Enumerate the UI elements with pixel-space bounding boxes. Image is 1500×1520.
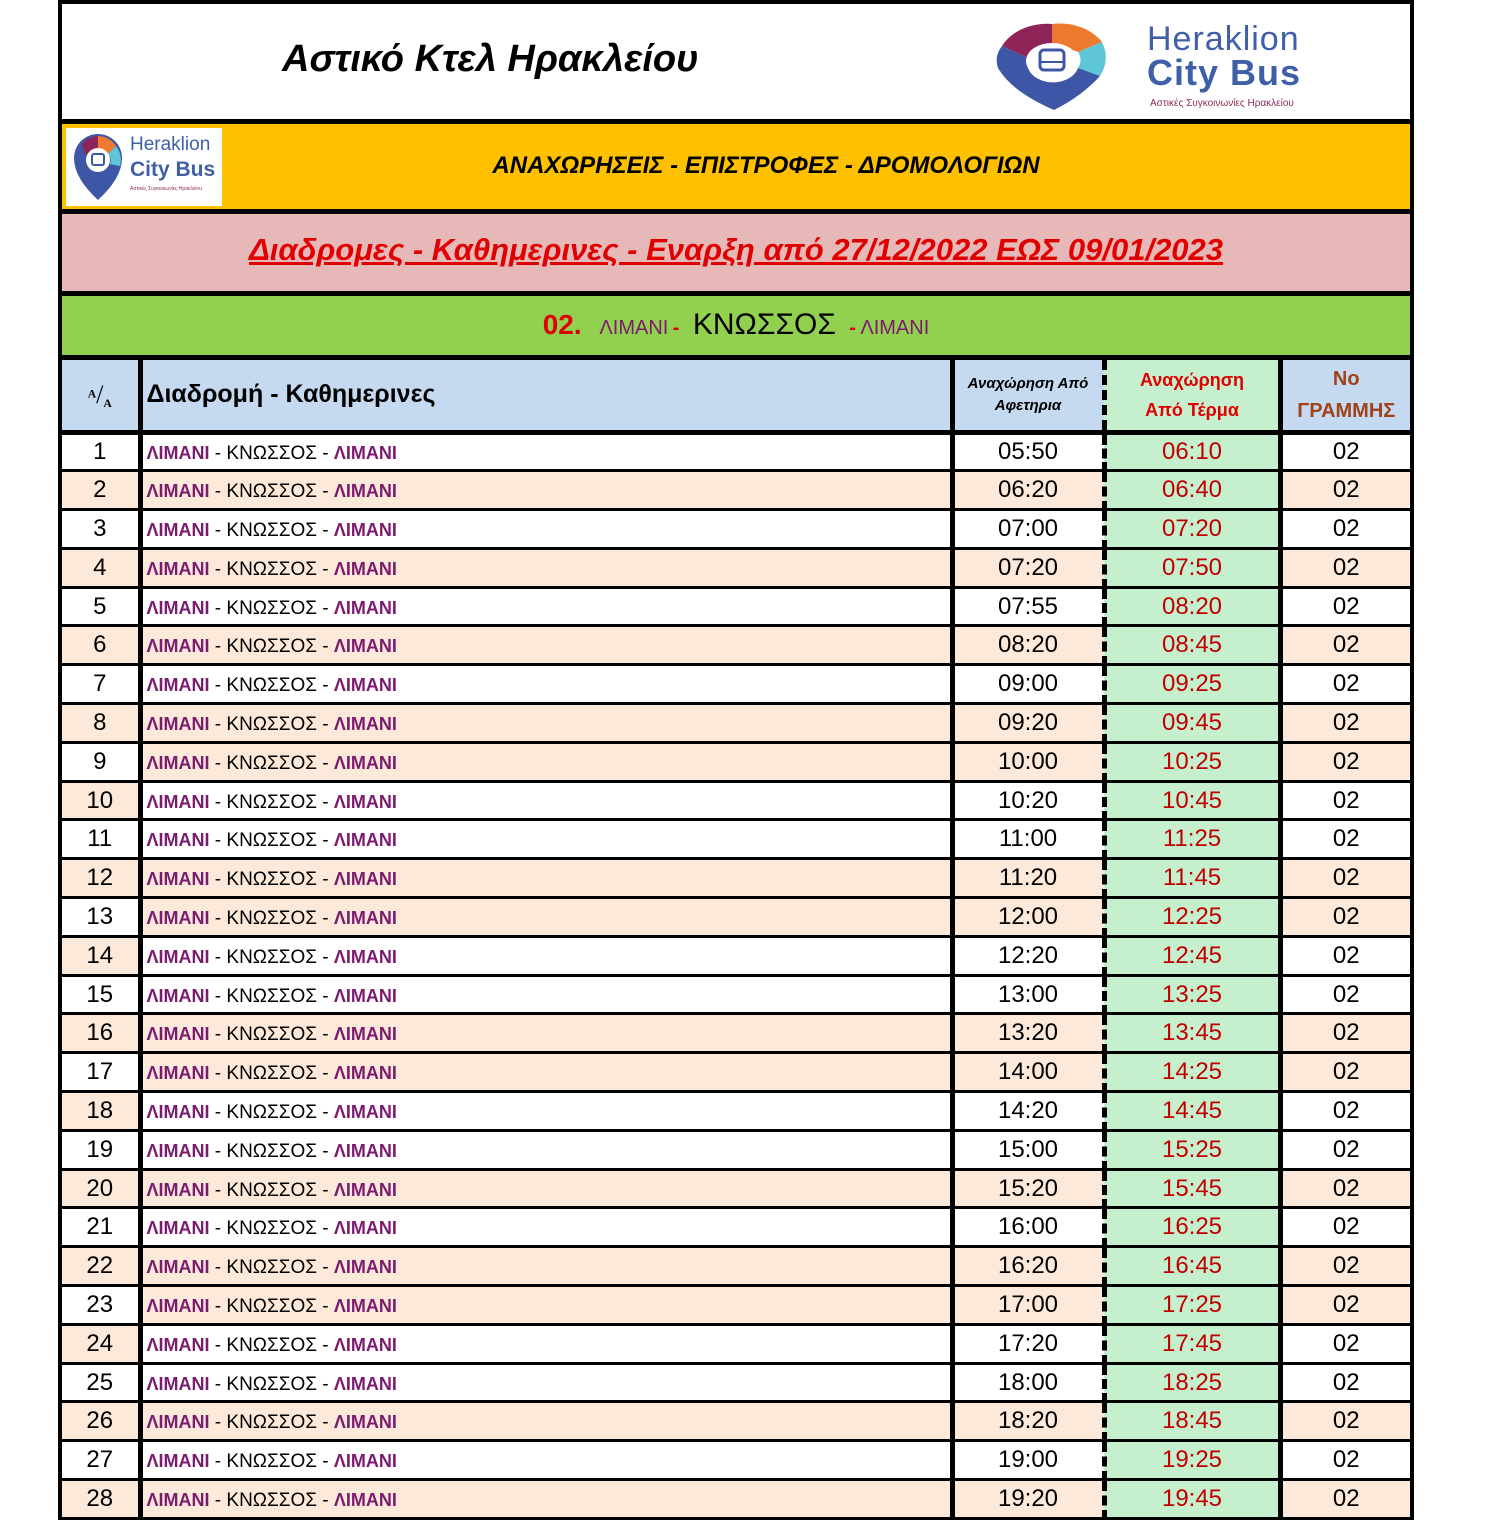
route-cell: ΛΙΜΑΝΙ - ΚΝΩΣΣΟΣ - ΛΙΜΑΝΙ (140, 898, 952, 937)
route-to: ΛΙΜΑΝΙ (333, 1101, 397, 1122)
period-band (62, 214, 1410, 296)
table-row (62, 1053, 1410, 1092)
route-via: ΚΝΩΣΣΟΣ (226, 1451, 318, 1473)
route-cell: ΛΙΜΑΝΙ - ΚΝΩΣΣΟΣ - ΛΙΜΑΝΙ (140, 1247, 952, 1286)
row-number: 8 (62, 704, 140, 743)
table-row (62, 548, 1410, 587)
row-number: 27 (62, 1441, 140, 1480)
row-number: 3 (62, 510, 140, 549)
departure-start-time: 05:50 (952, 432, 1104, 471)
line-number: 02 (1280, 1053, 1410, 1092)
route-via: ΚΝΩΣΣΟΣ (226, 1140, 318, 1162)
route-via: ΚΝΩΣΣΟΣ (226, 830, 318, 852)
departure-start-time: 09:00 (952, 665, 1104, 704)
route-via: ΚΝΩΣΣΟΣ (226, 442, 318, 464)
table-row (62, 1130, 1410, 1169)
line-number: 02 (1280, 1441, 1410, 1480)
title-band (62, 4, 1410, 124)
logo-word-city-bus: City Bus (1147, 52, 1302, 93)
departure-terminal-time: 11:25 (1104, 820, 1280, 859)
route-from: ΛΙΜΑΝΙ (146, 1451, 210, 1472)
departure-start-time: 12:00 (952, 898, 1104, 937)
line-number: 02 (1280, 1014, 1410, 1053)
route-to: ΛΙΜΑΝΙ (333, 558, 397, 579)
table-row (62, 820, 1410, 859)
line-number: 02 (1280, 936, 1410, 975)
route-from: ΛΙΜΑΝΙ (146, 830, 210, 851)
route-to: ΛΙΜΑΝΙ (333, 1218, 397, 1239)
logo-word-city-bus: City Bus (130, 158, 216, 181)
route-cell: ΛΙΜΑΝΙ - ΚΝΩΣΣΟΣ - ΛΙΜΑΝΙ (140, 859, 952, 898)
departure-terminal-time: 18:25 (1104, 1363, 1280, 1402)
table-row (62, 936, 1410, 975)
table-row (62, 665, 1410, 704)
departure-start-time: 13:00 (952, 975, 1104, 1014)
route-via: ΚΝΩΣΣΟΣ (226, 1063, 318, 1085)
line-number: 02 (1280, 898, 1410, 937)
row-number: 9 (62, 742, 140, 781)
col-line-header: No ΓΡΑΜΜΗΣ (1280, 360, 1410, 432)
logo-word-heraklion: Heraklion (1147, 20, 1300, 58)
row-number: 2 (62, 471, 140, 510)
route-to: ΛΙΜΑΝΙ (333, 442, 397, 463)
line-number: 02 (1280, 1247, 1410, 1286)
line-number: 02 (1280, 742, 1410, 781)
row-number: 18 (62, 1092, 140, 1131)
departure-terminal-time: 10:25 (1104, 742, 1280, 781)
line-number: 02 (1280, 1324, 1410, 1363)
route-number: 02. (542, 309, 582, 340)
route-cell: ΛΙΜΑΝΙ - ΚΝΩΣΣΟΣ - ΛΙΜΑΝΙ (140, 1169, 952, 1208)
route-cell: ΛΙΜΑΝΙ - ΚΝΩΣΣΟΣ - ΛΙΜΑΝΙ (140, 1286, 952, 1325)
route-cell: ΛΙΜΑΝΙ - ΚΝΩΣΣΟΣ - ΛΙΜΑΝΙ (140, 1480, 952, 1519)
departure-terminal-time: 17:45 (1104, 1324, 1280, 1363)
table-row (62, 1402, 1410, 1441)
route-to: ΛΙΜΑΝΙ (333, 1179, 397, 1200)
line-number: 02 (1280, 975, 1410, 1014)
route-via: ΚΝΩΣΣΟΣ (226, 752, 318, 774)
row-number: 22 (62, 1247, 140, 1286)
departure-start-time: 07:00 (952, 510, 1104, 549)
route-from: ΛΙΜΑΝΙ (146, 1140, 210, 1161)
route-cell: ΛΙΜΑΝΙ - ΚΝΩΣΣΟΣ - ΛΙΜΑΝΙ (140, 587, 952, 626)
route-via: ΚΝΩΣΣΟΣ (226, 1334, 318, 1356)
route-separator: - (849, 317, 856, 339)
route-via: ΚΝΩΣΣΟΣ (226, 1412, 318, 1434)
departure-start-time: 07:20 (952, 548, 1104, 587)
departure-terminal-time: 10:45 (1104, 781, 1280, 820)
line-number: 02 (1280, 820, 1410, 859)
route-to: ΛΙΜΑΝΙ (333, 1063, 397, 1084)
departure-terminal-time: 13:45 (1104, 1014, 1280, 1053)
table-row (62, 742, 1410, 781)
row-number: 10 (62, 781, 140, 820)
departure-start-time: 11:20 (952, 859, 1104, 898)
route-via: ΚΝΩΣΣΟΣ (226, 1179, 318, 1201)
route-via: ΚΝΩΣΣΟΣ (226, 1489, 318, 1511)
route-cell: ΛΙΜΑΝΙ - ΚΝΩΣΣΟΣ - ΛΙΜΑΝΙ (140, 1053, 952, 1092)
route-to: ΛΙΜΑΝΙ (333, 830, 397, 851)
departure-start-time: 14:00 (952, 1053, 1104, 1092)
table-row (62, 704, 1410, 743)
route-band (62, 296, 1410, 360)
route-cell: ΛΙΜΑΝΙ - ΚΝΩΣΣΟΣ - ΛΙΜΑΝΙ (140, 510, 952, 549)
route-to: ΛΙΜΑΝΙ (333, 752, 397, 773)
logo-tagline: Αστικές Συγκοινωνίες Ηρακλείου (130, 186, 202, 192)
departure-terminal-time: 12:25 (1104, 898, 1280, 937)
row-number: 25 (62, 1363, 140, 1402)
timetable-sheet (58, 0, 1414, 1520)
route-middle: ΚΝΩΣΣΟΣ (692, 308, 836, 341)
route-cell: ΛΙΜΑΝΙ - ΚΝΩΣΣΟΣ - ΛΙΜΑΝΙ (140, 820, 952, 859)
route-to: ΛΙΜΑΝΙ (333, 481, 397, 502)
col-departure-start-header: Αναχώρηση Από Αφετηρια (952, 360, 1104, 432)
departure-terminal-time: 17:25 (1104, 1286, 1280, 1325)
table-row (62, 626, 1410, 665)
line-number: 02 (1280, 1092, 1410, 1131)
schedule-table (62, 360, 1410, 1520)
route-from: ΛΙΜΑΝΙ (146, 946, 210, 967)
line-number: 02 (1280, 1130, 1410, 1169)
route-from: ΛΙΜΑΝΙ (146, 1334, 210, 1355)
route-from: ΛΙΜΑΝΙ (146, 791, 210, 812)
departure-terminal-time: 12:45 (1104, 936, 1280, 975)
departure-terminal-time: 16:45 (1104, 1247, 1280, 1286)
row-number: 4 (62, 548, 140, 587)
departure-terminal-time: 07:20 (1104, 510, 1280, 549)
table-row (62, 898, 1410, 937)
route-to: ΛΙΜΑΝΙ (333, 1412, 397, 1433)
route-to: ΛΙΜΑΝΙ (333, 1373, 397, 1394)
route-to: ΛΙΜΑΝΙ (333, 1451, 397, 1472)
departure-start-time: 07:55 (952, 587, 1104, 626)
departure-start-time: 18:20 (952, 1402, 1104, 1441)
route-cell: ΛΙΜΑΝΙ - ΚΝΩΣΣΟΣ - ΛΙΜΑΝΙ (140, 704, 952, 743)
departure-terminal-time: 07:50 (1104, 548, 1280, 587)
route-cell: ΛΙΜΑΝΙ - ΚΝΩΣΣΟΣ - ΛΙΜΑΝΙ (140, 432, 952, 471)
route-start: ΛΙΜΑΝΙ (599, 317, 669, 339)
route-cell: ΛΙΜΑΝΙ - ΚΝΩΣΣΟΣ - ΛΙΜΑΝΙ (140, 626, 952, 665)
route-to: ΛΙΜΑΝΙ (333, 1140, 397, 1161)
route-from: ΛΙΜΑΝΙ (146, 675, 210, 696)
route-from: ΛΙΜΑΝΙ (146, 1412, 210, 1433)
departure-terminal-time: 09:45 (1104, 704, 1280, 743)
route-cell: ΛΙΜΑΝΙ - ΚΝΩΣΣΟΣ - ΛΙΜΑΝΙ (140, 471, 952, 510)
departure-terminal-time: 19:25 (1104, 1441, 1280, 1480)
departure-start-time: 12:20 (952, 936, 1104, 975)
line-number: 02 (1280, 859, 1410, 898)
route-to: ΛΙΜΑΝΙ (333, 1295, 397, 1316)
row-number: 16 (62, 1014, 140, 1053)
banner-title: ΑΝΑΧΩΡΗΣΕΙΣ - ΕΠΙΣΤΡΟΦΕΣ - ΔΡΟΜΟΛΟΓΙΩΝ (492, 152, 1040, 179)
route-via: ΚΝΩΣΣΟΣ (226, 1373, 318, 1395)
row-number: 11 (62, 820, 140, 859)
departure-start-time: 17:00 (952, 1286, 1104, 1325)
line-number: 02 (1280, 432, 1410, 471)
route-cell: ΛΙΜΑΝΙ - ΚΝΩΣΣΟΣ - ΛΙΜΑΝΙ (140, 665, 952, 704)
table-row (62, 510, 1410, 549)
line-number: 02 (1280, 704, 1410, 743)
route-via: ΚΝΩΣΣΟΣ (226, 597, 318, 619)
departure-start-time: 18:00 (952, 1363, 1104, 1402)
route-cell: ΛΙΜΑΝΙ - ΚΝΩΣΣΟΣ - ΛΙΜΑΝΙ (140, 975, 952, 1014)
line-number: 02 (1280, 471, 1410, 510)
row-number: 7 (62, 665, 140, 704)
route-from: ΛΙΜΑΝΙ (146, 713, 210, 734)
departure-terminal-time: 15:45 (1104, 1169, 1280, 1208)
row-number: 1 (62, 432, 140, 471)
route-from: ΛΙΜΑΝΙ (146, 1489, 210, 1510)
col-departure-terminal-header: Αναχώρηση Από Τέρμα (1104, 360, 1280, 432)
route-to: ΛΙΜΑΝΙ (333, 869, 397, 890)
route-via: ΚΝΩΣΣΟΣ (226, 791, 318, 813)
line-number: 02 (1280, 665, 1410, 704)
line-number: 02 (1280, 626, 1410, 665)
departure-terminal-time: 11:45 (1104, 859, 1280, 898)
table-row (62, 1286, 1410, 1325)
line-number: 02 (1280, 1363, 1410, 1402)
departure-start-time: 10:20 (952, 781, 1104, 820)
row-number: 13 (62, 898, 140, 937)
route-via: ΚΝΩΣΣΟΣ (226, 713, 318, 735)
route-from: ΛΙΜΑΝΙ (146, 558, 210, 579)
route-via: ΚΝΩΣΣΟΣ (226, 869, 318, 891)
table-row (62, 1324, 1410, 1363)
route-end: ΛΙΜΑΝΙ (860, 317, 930, 339)
route-from: ΛΙΜΑΝΙ (146, 1024, 210, 1045)
route-cell: ΛΙΜΑΝΙ - ΚΝΩΣΣΟΣ - ΛΙΜΑΝΙ (140, 1402, 952, 1441)
city-bus-logo (982, 16, 1382, 114)
route-cell: ΛΙΜΑΝΙ - ΚΝΩΣΣΟΣ - ΛΙΜΑΝΙ (140, 936, 952, 975)
route-from: ΛΙΜΑΝΙ (146, 1295, 210, 1316)
departure-terminal-time: 08:20 (1104, 587, 1280, 626)
route-title (62, 308, 1410, 342)
route-to: ΛΙΜΑΝΙ (333, 1024, 397, 1045)
departure-start-time: 16:20 (952, 1247, 1104, 1286)
departure-terminal-time: 08:45 (1104, 626, 1280, 665)
route-from: ΛΙΜΑΝΙ (146, 907, 210, 928)
row-number: 12 (62, 859, 140, 898)
line-number: 02 (1280, 781, 1410, 820)
schedule-rows (62, 432, 1410, 1518)
route-via: ΚΝΩΣΣΟΣ (226, 636, 318, 658)
departure-terminal-time: 06:10 (1104, 432, 1280, 471)
route-from: ΛΙΜΑΝΙ (146, 1257, 210, 1278)
logo-tagline: Αστικές Συγκοινωνίες Ηρακλείου (1150, 98, 1294, 109)
departure-terminal-time: 13:25 (1104, 975, 1280, 1014)
departure-start-time: 17:20 (952, 1324, 1104, 1363)
route-from: ΛΙΜΑΝΙ (146, 752, 210, 773)
departure-start-time: 09:20 (952, 704, 1104, 743)
row-number: 5 (62, 587, 140, 626)
route-to: ΛΙΜΑΝΙ (333, 1489, 397, 1510)
logo-word-heraklion: Heraklion (130, 134, 211, 155)
route-via: ΚΝΩΣΣΟΣ (226, 1218, 318, 1240)
route-via: ΚΝΩΣΣΟΣ (226, 985, 318, 1007)
route-from: ΛΙΜΑΝΙ (146, 869, 210, 890)
route-via: ΚΝΩΣΣΟΣ (226, 907, 318, 929)
departure-start-time: 15:00 (952, 1130, 1104, 1169)
route-to: ΛΙΜΑΝΙ (333, 713, 397, 734)
route-via: ΚΝΩΣΣΟΣ (226, 675, 318, 697)
row-number: 15 (62, 975, 140, 1014)
row-number: 14 (62, 936, 140, 975)
route-from: ΛΙΜΑΝΙ (146, 519, 210, 540)
row-number: 28 (62, 1480, 140, 1519)
departure-start-time: 06:20 (952, 471, 1104, 510)
departure-start-time: 19:00 (952, 1441, 1104, 1480)
departure-terminal-time: 16:25 (1104, 1208, 1280, 1247)
route-from: ΛΙΜΑΝΙ (146, 1218, 210, 1239)
col-route-header: Διαδρομή - Καθημερινες (140, 360, 952, 432)
route-via: ΚΝΩΣΣΟΣ (226, 1257, 318, 1279)
table-row (62, 1480, 1410, 1519)
table-row (62, 975, 1410, 1014)
route-cell: ΛΙΜΑΝΙ - ΚΝΩΣΣΟΣ - ΛΙΜΑΝΙ (140, 1130, 952, 1169)
table-row (62, 1441, 1410, 1480)
route-from: ΛΙΜΑΝΙ (146, 1101, 210, 1122)
route-cell: ΛΙΜΑΝΙ - ΚΝΩΣΣΟΣ - ΛΙΜΑΝΙ (140, 1441, 952, 1480)
route-cell: ΛΙΜΑΝΙ - ΚΝΩΣΣΟΣ - ΛΙΜΑΝΙ (140, 1324, 952, 1363)
route-from: ΛΙΜΑΝΙ (146, 1063, 210, 1084)
line-number: 02 (1280, 548, 1410, 587)
departure-start-time: 19:20 (952, 1480, 1104, 1519)
departure-terminal-time: 18:45 (1104, 1402, 1280, 1441)
line-number: 02 (1280, 1286, 1410, 1325)
route-to: ΛΙΜΑΝΙ (333, 985, 397, 1006)
line-number: 02 (1280, 1480, 1410, 1519)
row-number: 26 (62, 1402, 140, 1441)
route-to: ΛΙΜΑΝΙ (333, 597, 397, 618)
route-cell: ΛΙΜΑΝΙ - ΚΝΩΣΣΟΣ - ΛΙΜΑΝΙ (140, 1092, 952, 1131)
line-number: 02 (1280, 1402, 1410, 1441)
route-to: ΛΙΜΑΝΙ (333, 636, 397, 657)
route-via: ΚΝΩΣΣΟΣ (226, 946, 318, 968)
row-number: 6 (62, 626, 140, 665)
table-row (62, 781, 1410, 820)
departure-start-time: 11:00 (952, 820, 1104, 859)
route-cell: ΛΙΜΑΝΙ - ΚΝΩΣΣΟΣ - ΛΙΜΑΝΙ (140, 742, 952, 781)
table-row (62, 1169, 1410, 1208)
table-row (62, 1247, 1410, 1286)
departure-terminal-time: 09:25 (1104, 665, 1280, 704)
table-row (62, 471, 1410, 510)
row-number: 23 (62, 1286, 140, 1325)
map-pin-bus-icon (982, 16, 1122, 112)
departure-start-time: 10:00 (952, 742, 1104, 781)
route-cell: ΛΙΜΑΝΙ - ΚΝΩΣΣΟΣ - ΛΙΜΑΝΙ (140, 1014, 952, 1053)
row-number: 21 (62, 1208, 140, 1247)
route-cell: ΛΙΜΑΝΙ - ΚΝΩΣΣΟΣ - ΛΙΜΑΝΙ (140, 1363, 952, 1402)
route-separator: - (672, 317, 680, 339)
departure-terminal-time: 14:25 (1104, 1053, 1280, 1092)
route-to: ΛΙΜΑΝΙ (333, 1257, 397, 1278)
page-title: Αστικό Κτελ Ηρακλείου (282, 38, 699, 80)
departure-terminal-time: 15:25 (1104, 1130, 1280, 1169)
table-row (62, 859, 1410, 898)
departure-start-time: 16:00 (952, 1208, 1104, 1247)
table-row (62, 1092, 1410, 1131)
departure-start-time: 13:20 (952, 1014, 1104, 1053)
route-from: ΛΙΜΑΝΙ (146, 597, 210, 618)
route-via: ΚΝΩΣΣΟΣ (226, 519, 318, 541)
route-to: ΛΙΜΑΝΙ (333, 946, 397, 967)
route-via: ΚΝΩΣΣΟΣ (226, 481, 318, 503)
route-to: ΛΙΜΑΝΙ (333, 791, 397, 812)
route-to: ΛΙΜΑΝΙ (333, 1334, 397, 1355)
table-row (62, 587, 1410, 626)
departure-start-time: 08:20 (952, 626, 1104, 665)
route-from: ΛΙΜΑΝΙ (146, 1179, 210, 1200)
table-row (62, 432, 1410, 471)
route-cell: ΛΙΜΑΝΙ - ΚΝΩΣΣΟΣ - ΛΙΜΑΝΙ (140, 781, 952, 820)
route-to: ΛΙΜΑΝΙ (333, 519, 397, 540)
route-from: ΛΙΜΑΝΙ (146, 442, 210, 463)
table-row (62, 1014, 1410, 1053)
route-from: ΛΙΜΑΝΙ (146, 985, 210, 1006)
table-row (62, 1363, 1410, 1402)
departure-terminal-time: 19:45 (1104, 1480, 1280, 1519)
line-number: 02 (1280, 1208, 1410, 1247)
table-header-row (62, 360, 1410, 432)
route-via: ΚΝΩΣΣΟΣ (226, 1024, 318, 1046)
line-number: 02 (1280, 1169, 1410, 1208)
line-number: 02 (1280, 510, 1410, 549)
route-from: ΛΙΜΑΝΙ (146, 1373, 210, 1394)
banner-band (62, 124, 1410, 214)
route-via: ΚΝΩΣΣΟΣ (226, 558, 318, 580)
route-to: ΛΙΜΑΝΙ (333, 907, 397, 928)
row-number: 17 (62, 1053, 140, 1092)
departure-terminal-time: 06:40 (1104, 471, 1280, 510)
validity-period: Διαδρομες - Καθημερινες - Εναρξη από 27/12/2022 ΕΩΣ 09/01/2023 (248, 232, 1224, 267)
route-from: ΛΙΜΑΝΙ (146, 636, 210, 657)
row-number: 19 (62, 1130, 140, 1169)
departure-start-time: 14:20 (952, 1092, 1104, 1131)
line-number: 02 (1280, 587, 1410, 626)
route-cell: ΛΙΜΑΝΙ - ΚΝΩΣΣΟΣ - ΛΙΜΑΝΙ (140, 548, 952, 587)
row-number: 24 (62, 1324, 140, 1363)
row-number: 20 (62, 1169, 140, 1208)
route-to: ΛΙΜΑΝΙ (333, 675, 397, 696)
departure-start-time: 15:20 (952, 1169, 1104, 1208)
departure-terminal-time: 14:45 (1104, 1092, 1280, 1131)
route-via: ΚΝΩΣΣΟΣ (226, 1101, 318, 1123)
route-from: ΛΙΜΑΝΙ (146, 481, 210, 502)
col-aa-header: $^A/_A$ (62, 360, 140, 432)
route-cell: ΛΙΜΑΝΙ - ΚΝΩΣΣΟΣ - ΛΙΜΑΝΙ (140, 1208, 952, 1247)
route-via: ΚΝΩΣΣΟΣ (226, 1295, 318, 1317)
table-row (62, 1208, 1410, 1247)
